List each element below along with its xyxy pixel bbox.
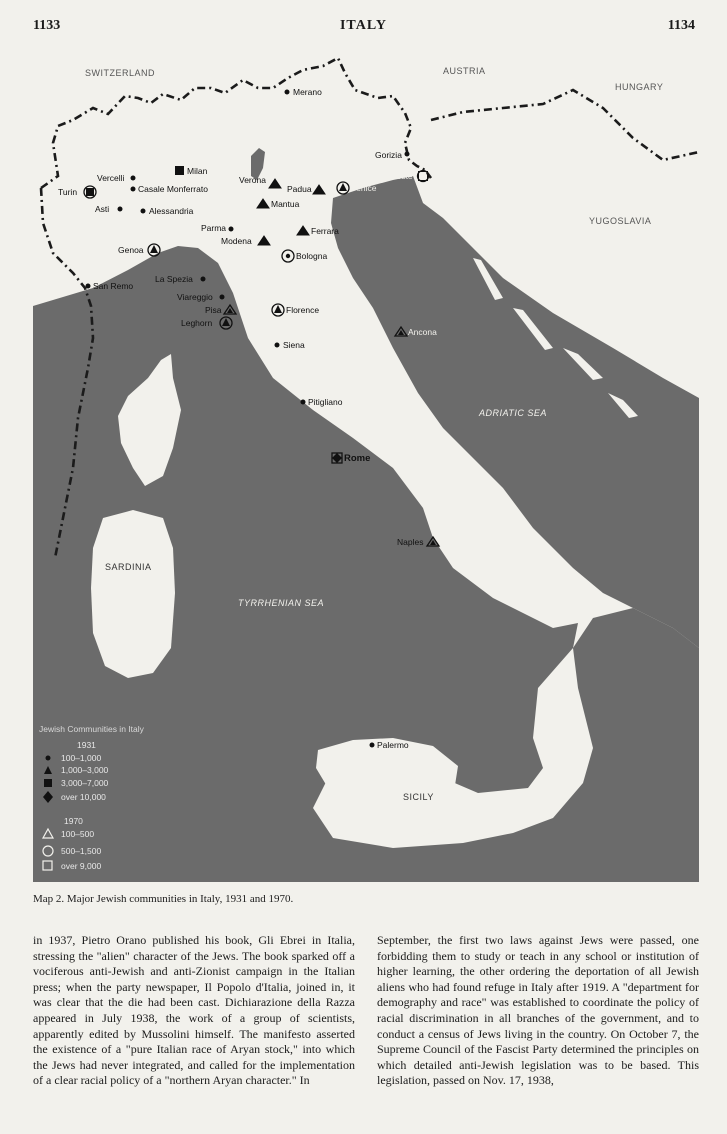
label-sicily: SICILY xyxy=(403,792,434,802)
city-venice: Venice xyxy=(351,183,377,193)
label-tyrrhenian-sea: TYRRHENIAN SEA xyxy=(238,598,325,608)
city-vercelli: Vercelli xyxy=(97,173,125,183)
legend-1931-item-4: over 10,000 xyxy=(61,792,106,802)
square-milan xyxy=(175,166,184,175)
legend-1970-item-2: 500–1,500 xyxy=(61,846,102,856)
dot-san-remo xyxy=(86,284,91,289)
body-column-left xyxy=(33,933,355,1089)
label-austria: AUSTRIA xyxy=(443,66,486,76)
page-number-left: 1133 xyxy=(33,18,61,33)
city-alessandria: Alessandria xyxy=(149,206,194,216)
label-sardinia: SARDINIA xyxy=(105,562,152,572)
legend-1931-item-1: 100–1,000 xyxy=(61,753,102,763)
city-ancona: Ancona xyxy=(408,327,437,337)
city-modena: Modena xyxy=(221,236,252,246)
city-viareggio: Viareggio xyxy=(177,292,213,302)
legend-1970-item-1: 100–500 xyxy=(61,829,95,839)
legend-title: Jewish Communities in Italy xyxy=(39,724,144,734)
body-paragraph-right: September, the first two laws against Jews were passed, one forbidding them to study or teach in any school or institution of higher learning, the other ordering the deportation of all Jewish aliens who had found refuge in Italy after 1919. A "department for demography and race" was established to coordinate the policy of racial discrimination in all branches of the government, and to conduct a census of Jews living in the country. On October 7, the Supreme Council of the Fascist Party determined the principles on which detailed anti-Jewish legislation was to be based. This legislation, passed on Nov. 17, 1938, xyxy=(377,933,699,1088)
legend-1970-item-3: over 9,000 xyxy=(61,861,102,871)
city-ferrara: Ferrara xyxy=(311,226,339,236)
legend-year-1970: 1970 xyxy=(64,816,83,826)
legend-square-icon xyxy=(44,779,52,787)
city-pitigliano: Pitigliano xyxy=(308,397,343,407)
city-siena: Siena xyxy=(283,340,305,350)
city-genoa: Genoa xyxy=(118,245,144,255)
city-la-spezia: La Spezia xyxy=(155,274,193,284)
city-rome: Rome xyxy=(344,453,371,464)
city-pisa: Pisa xyxy=(205,305,222,315)
city-asti: Asti xyxy=(95,204,110,214)
running-title: ITALY xyxy=(339,18,388,33)
legend-dot-icon xyxy=(46,756,51,761)
label-yugoslavia: YUGOSLAVIA xyxy=(589,216,652,226)
dot-gorizia xyxy=(405,152,410,157)
dot-palermo xyxy=(370,743,375,748)
dot-casale xyxy=(131,187,136,192)
page-number-right: 1134 xyxy=(667,18,695,33)
dot-siena xyxy=(275,343,280,348)
dot-vercelli xyxy=(131,176,136,181)
dot-parma xyxy=(229,227,234,232)
dot-asti xyxy=(118,207,123,212)
dot-pitigliano xyxy=(301,400,306,405)
city-merano: Merano xyxy=(293,87,322,97)
square-turin xyxy=(86,188,94,196)
city-milan: Milan xyxy=(187,166,208,176)
dot-merano xyxy=(285,90,290,95)
dot-alessandria xyxy=(141,209,146,214)
city-leghorn: Leghorn xyxy=(181,318,213,328)
map-caption: Map 2. Major Jewish communities in Italy, 1931 and 1970. xyxy=(33,893,294,905)
body-column-right xyxy=(377,933,699,1089)
city-palermo: Palermo xyxy=(377,740,409,750)
city-parma: Parma xyxy=(201,223,227,233)
city-casale-monferrato: Casale Monferrato xyxy=(138,184,208,194)
legend-1931-item-2: 1,000–3,000 xyxy=(61,765,109,775)
city-florence: Florence xyxy=(286,305,320,315)
label-adriatic-sea: ADRIATIC SEA xyxy=(479,408,547,418)
map-figure xyxy=(33,48,699,882)
label-hungary: HUNGARY xyxy=(615,82,664,92)
city-san-remo: San Remo xyxy=(93,281,134,291)
city-trieste: Trieste xyxy=(387,171,413,181)
label-switzerland: SWITZERLAND xyxy=(85,68,156,78)
city-verona: Verona xyxy=(239,175,266,185)
city-turin: Turin xyxy=(58,187,78,197)
dot-bologna xyxy=(286,254,290,258)
city-padua: Padua xyxy=(287,184,312,194)
label-corsica: CORSICA xyxy=(121,412,166,422)
dot-la-spezia xyxy=(201,277,206,282)
legend-year-1931: 1931 xyxy=(77,740,96,750)
city-gorizia: Gorizia xyxy=(375,150,402,160)
sardinia-island xyxy=(91,510,175,678)
city-naples: Naples xyxy=(397,537,424,547)
legend-1931-item-3: 3,000–7,000 xyxy=(61,778,109,788)
dot-viareggio xyxy=(220,295,225,300)
city-bologna: Bologna xyxy=(296,251,328,261)
body-paragraph-left: in 1937, Pietro Orano published his book, Gli Ebrei in Italia, stressing the "alien" character of the Jews. The book sparked off a vociferous anti-Jewish and anti-Zionist campaign in the Italian press; when the party newspaper, Il Popolo d'Italia, joined in, it was clear that the die had been cast. Dichiarazione della Razza appeared in July 1938, the work of a group of scientists, apparently edited by Mussolini himself. The manifesto asserted the existence of a "pure Italian race of Aryan stock," into which the Jews had never integrated, and called for the implementation of a clear racial policy of a "northern Aryan character." In xyxy=(33,933,355,1088)
city-mantua: Mantua xyxy=(271,199,300,209)
